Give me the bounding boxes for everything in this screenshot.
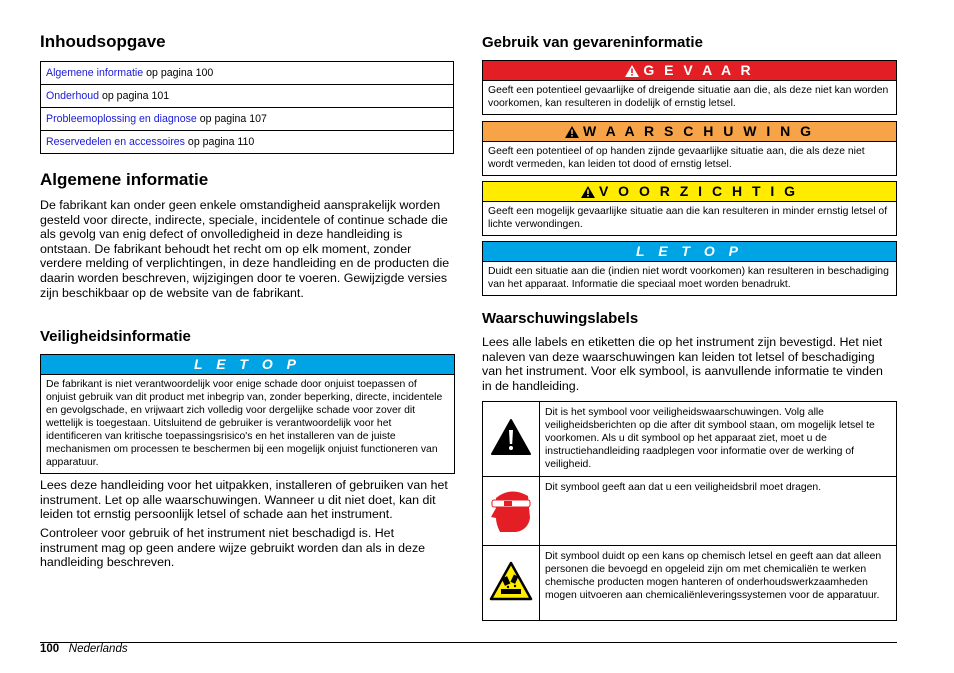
warning-triangle-icon: [565, 126, 579, 138]
toc-page: op pagina 101: [99, 90, 170, 102]
general-info-paragraph: De fabrikant kan onder geen enkele omstandigheid aansprakelijk worden gesteld voor directe, indirecte, speciale, incidentele of continue schade die als gevolg van enig defect of onvolledigheid in deze handleiding is ontstaan. De fabrikant behoudt het recht om op elk moment, zonder verdere melding of verplichtingen, in deze handleiding en de producten die daarin worden beschreven, wijzigingen door te voeren. Gewijzigde versies zijn beschikbaar op de website van de fabrikant.: [40, 198, 450, 300]
symbol-row: [483, 477, 897, 546]
toc-row: [41, 85, 454, 108]
symbol-icon-cell: [483, 477, 540, 546]
caution-label: V O O R Z I C H T I G: [598, 183, 799, 199]
toc-row: [41, 108, 454, 131]
toc-row: [41, 62, 454, 85]
notice-header-right: L E T O P: [483, 242, 896, 262]
warning-symbol-icon: [490, 418, 532, 456]
toc-table: [40, 61, 454, 154]
warning-triangle-icon: [625, 65, 639, 77]
notice-text-right: Duidt een situatie aan die (indien niet wordt voorkomen) kan resulteren in beschadiging van het apparaat. Informatie die speciaal moet worden benadrukt.: [488, 266, 889, 290]
symbol-row: [483, 402, 897, 477]
footer: [40, 643, 128, 655]
danger-label: G E V A A R: [643, 62, 754, 78]
chemical-hazard-icon: [489, 561, 533, 601]
safety-paragraph-2: Controleer voor gebruik of het instrument niet beschadigd is. Het instrument mag op geen andere wijze gebruikt worden dan als in deze handleiding beschreven.: [40, 526, 426, 570]
warning-header: [483, 122, 896, 142]
toc-page: op pagina 100: [143, 67, 214, 79]
symbol-icon-cell: [483, 402, 540, 477]
toc-link[interactable]: Algemene informatie: [46, 67, 144, 79]
toc-link[interactable]: Probleemoplossing en diagnose: [46, 113, 197, 125]
symbols-table: [482, 401, 897, 621]
footer-divider: [40, 642, 897, 643]
toc-link[interactable]: Onderhoud: [46, 90, 100, 102]
caution-header: [483, 182, 896, 202]
toc-page: op pagina 110: [184, 136, 255, 148]
notice-header: L E T O P: [41, 355, 454, 375]
general-info-title: Algemene informatie: [40, 170, 209, 189]
caution-box: [482, 181, 897, 236]
toc-row: [41, 131, 454, 154]
danger-text: Geeft een potentieel gevaarlijke of dreigende situatie aan die, als deze niet kan worden voorkomen, kan resulteren in dodelijk of ernstig letsel.: [488, 85, 889, 109]
notice-text: De fabrikant is niet verantwoordelijk voor enige schade door onjuist toepassen of onjuist gebruik van dit product met inbegrip van, zonder beperking, directe, incidentele en gevolgschade, en vrijwaart zich volledig voor dergelijke schade voor zover dit wettelijk is toegestaan. Uitsluitend de gebruiker is verantwoordelijk voor het identificeren van kritische toepassingsrisico's en het installeren van de juiste mechanismen om processen te beschermen bij een mogelijk onjuist functioneren van apparatuur.: [46, 379, 443, 468]
warning-labels-paragraph: Lees alle labels en etiketten die op het instrument zijn bevestigd. Het niet naleven van deze waarschuwingen kan leiden tot letsel of beschadiging van het instrument. Voor elk symbool, is aanvullende informatie te vinden in de handleiding.: [482, 335, 883, 393]
warning-label: W A A R S C H U W I N G: [582, 123, 815, 139]
notice-box-right: [482, 241, 897, 296]
symbol-row: [483, 546, 897, 621]
caution-text: Geeft een mogelijk gevaarlijke situatie aan die kan resulteren in minder ernstig letsel of lichte verwondingen.: [488, 206, 888, 230]
danger-header: [483, 61, 896, 81]
safety-glasses-icon: [488, 484, 534, 534]
symbol-icon-cell: [483, 546, 540, 621]
warning-triangle-icon: [581, 186, 595, 198]
page-number: 100: [40, 643, 60, 655]
safety-paragraph-1: Lees deze handleiding voor het uitpakken, installeren of gebruiken van het instrument. Let op alle waarschuwingen. Wanneer u dit niet doet, kan dit leiden tot ernstig persoonlijk letsel of schade aan het instrument.: [40, 478, 448, 522]
symbol-text: Dit is het symbool voor veiligheidswaarschuwingen. Volg alle veiligheidsberichten op die after dit symbool staan, om mogelijk letsel te voorkomen. Als u dit symbool op het apparaat ziet, moet u de instructiehandleiding raadplegen voor informatie over de werking of veiligheid.: [540, 402, 897, 477]
hazard-info-title: Gebruik van gevareninformatie: [482, 34, 703, 51]
warning-labels-title: Waarschuwingslabels: [482, 310, 639, 327]
danger-box: [482, 60, 897, 115]
toc-title: Inhoudsopgave: [40, 32, 166, 51]
toc-link[interactable]: Reservedelen en accessoires: [46, 136, 185, 148]
warning-box: [482, 121, 897, 176]
safety-info-title: Veiligheidsinformatie: [40, 328, 191, 345]
notice-box: [40, 354, 455, 474]
toc-page: op pagina 107: [196, 113, 267, 125]
symbol-text: Dit symbool duidt op een kans op chemisch letsel en geeft aan dat alleen personen die bevoegd en opgeleid zijn om met chemicaliën te werken chemische producten mogen hanteren of onderhoudswerkzaamheden mogen uitvoeren aan chemicaliënleveringssystemen voor de apparatuur.: [540, 546, 897, 621]
warning-text: Geeft een potentieel of op handen zijnde gevaarlijke situatie aan, die als deze niet wordt vermeden, kan leiden tot dood of ernstig letsel.: [488, 146, 865, 170]
symbol-text: Dit symbool geeft aan dat u een veiligheidsbril moet dragen.: [540, 477, 897, 546]
footer-language: Nederlands: [68, 643, 128, 655]
